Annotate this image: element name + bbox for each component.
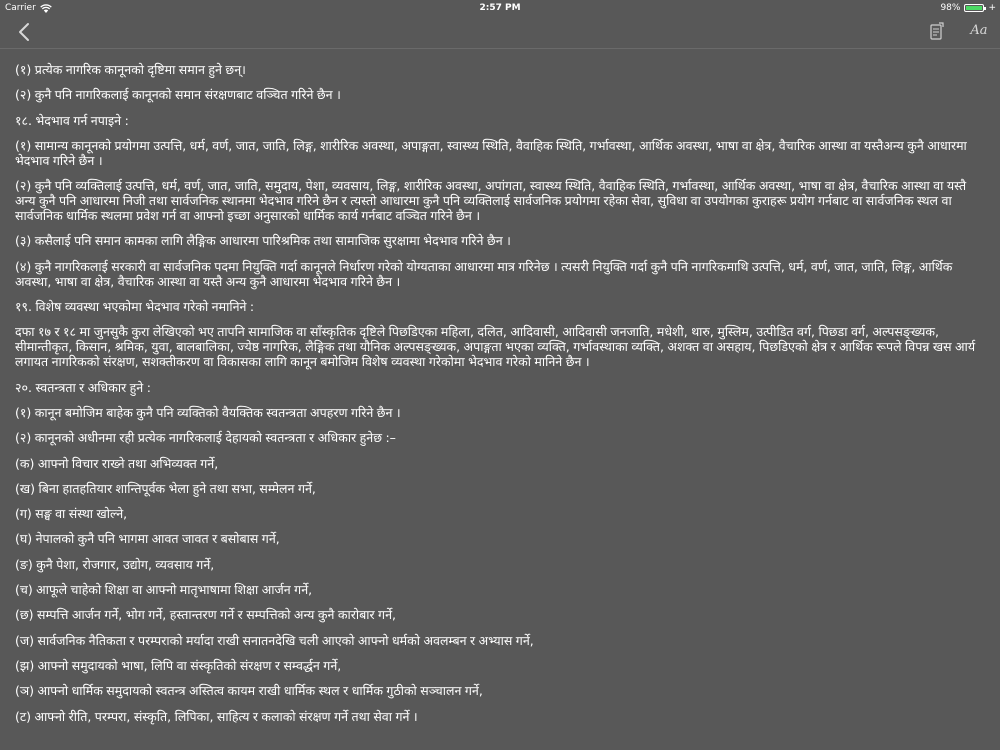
paragraph: (१) सामान्य कानूनको प्रयोगमा उत्पत्ति, धर्म, वर्ण, जात, जाति, लिङ्ग, शारीरिक अवस्था, अपाङ्गता, स्वास्थ्य स्थिति, वैवाहिक स्थिति, गर्भावस्था, आर्थिक अवस्था, भाषा वा क्षेत्र, वैचारिक आस्था वा यस्तैअन्य कुनै आधारमा भेदभाव गरिने छैन । bbox=[15, 137, 967, 168]
paragraph: (१) कानून बमोजिम बाहेक कुनै पनि व्यक्तिको वैयक्तिक स्वतन्त्रता अपहरण गरिने छैन । bbox=[15, 404, 401, 420]
list-item: (ज) सार्वजनिक नैतिकता र परम्पराको मर्यादा राखी सनातनदेखि चली आएको आफ्नो धर्मको अवलम्बन र अभ्यास गर्ने, bbox=[15, 632, 534, 648]
paragraph: (२) कुनै पनि व्यक्तिलाई उत्पत्ति, धर्म, वर्ण, जात, जाति, समुदाय, पेशा, व्यवसाय, लिङ्ग, शारीरिक अवस्था, अपांगता, स्वास्थ्य स्थिति, वैवाहिक स्थिति, गर्भावस्था, आर्थिक अवस्था, भाषा वा क्षेत्र, वैचारिक आस्था वा यस्तै अन्य कुनै पनि आधारमा निजी तथा सार्वजनिक स्थानमा भेदभाव गरिने छैन र त्यस्तो आधारमा कुनै पनि व्यक्तिलाई सार्वजनिक प्रयोगमा रहेका सेवा, सुविधा वा उपयोगका कुराहरू प्रयोग गर्नबाट वा सार्वजनिक स्थल वा सार्वजनिक धार्मिक स्थलमा प्रवेश गर्न वा आफ्नो इच्छा अनुसारको धार्मिक कार्य गर्नबाट वञ्चित गरिने छैन । bbox=[15, 178, 967, 224]
list-item: (ङ) कुनै पेशा, रोजगार, उद्योग, व्यवसाय गर्ने, bbox=[15, 556, 215, 572]
list-item: (ट) आफ्नो रीति, परम्परा, संस्कृति, लिपिका, साहित्य र कलाको संरक्षण गर्ने तथा सेवा गर्ने । bbox=[15, 708, 418, 724]
section-heading: २०. स्वतन्त्रता र अधिकार हुने : bbox=[15, 379, 151, 395]
status-time: 2:57 PM bbox=[479, 3, 521, 13]
nav-bar bbox=[0, 16, 1000, 49]
list-item: (च) आफूले चाहेको शिक्षा वा आफ्नो मातृभाषामा शिक्षा आर्जन गर्ने, bbox=[15, 582, 313, 598]
status-right bbox=[940, 0, 996, 16]
list-item: (घ) नेपालको कुनै पनि भागमा आवत जावत र बसोबास गर्ने, bbox=[15, 531, 280, 547]
bookmark-button[interactable] bbox=[926, 20, 948, 42]
charging-icon: + bbox=[988, 3, 996, 13]
section-heading: १९. विशेष व्यवस्था भएकोमा भेदभाव गरेको नमानिने : bbox=[15, 299, 255, 315]
document-content bbox=[15, 54, 990, 724]
bookmark-note-icon bbox=[930, 22, 944, 40]
paragraph: दफा १७ र १८ मा जुनसुकै कुरा लेखिएको भए तापनि सामाजिक वा साँस्कृतिक दृष्टिले पिछडिएका महिला, दलित, आदिवासी, आदिवासी जनजाति, मधेशी, थारु, मुस्लिम, उत्पीडित वर्ग, पिछडा वर्ग, अल्पसङ्ख्यक, सीमान्तीकृत, किसान, श्रमिक, युवा, बालबालिका, ज्येष्ठ नागरिक, लैङ्गिक तथा यौनिक अल्पसङ्ख्यक, अपाङ्गता भएका व्यक्ति, गर्भावस्थाका व्यक्ति, अशक्त वा असहाय, पिछडिएको क्षेत्र र आर्थिक रूपले विपन्न खस आर्य लगायत नागरिकको संरक्षण, सशक्तीकरण वा विकासका लागि कानून बमोजिम विशेष व्यवस्था गरेकोमा भेदभाव गरेको मानिने छैन । bbox=[15, 324, 976, 370]
carrier-label: Carrier bbox=[5, 3, 36, 13]
font-size-button[interactable]: Aa bbox=[970, 23, 988, 38]
battery-icon bbox=[964, 4, 984, 12]
chevron-left-icon bbox=[18, 23, 30, 41]
paragraph: (१) प्रत्येक नागरिक कानूनको दृष्टिमा समान हुने छन्। bbox=[15, 62, 246, 77]
list-item: (झ) आफ्नो समुदायको भाषा, लिपि वा संस्कृतिको संरक्षण र सम्वर्द्धन गर्ने, bbox=[15, 657, 342, 673]
paragraph: (२) कानूनको अधीनमा रही प्रत्येक नागरिकलाई देहायको स्वतन्त्रता र अधिकार हुनेछ :– bbox=[15, 430, 396, 446]
list-item: (क) आफ्नो विचार राख्ने तथा अभिव्यक्त गर्ने, bbox=[15, 455, 219, 471]
list-item: (ग) सङ्घ वा संस्था खोल्ने, bbox=[15, 506, 128, 522]
back-button[interactable] bbox=[12, 20, 36, 44]
list-item: (ख) बिना हातहतियार शान्तिपूर्वक भेला हुने तथा सभा, सम्मेलन गर्ने, bbox=[15, 480, 316, 496]
paragraph: (४) कुनै नागरिकलाई सरकारी वा सार्वजनिक पदमा नियुक्ति गर्दा कानूनले निर्धारण गरेको योग्यताका आधारमा मात्र गरिनेछ । त्यसरी नियुक्ति गर्दा कुनै पनि नागरिकमाथि उत्पत्ति, धर्म, वर्ण, जात, जाति, लिङ्ग, आर्थिक अवस्था, भाषा वा क्षेत्र, वैचारिक आस्था वा यस्तै अन्य कुनै आधारमा भेदभाव गरिने छैन । bbox=[15, 258, 953, 289]
list-item: (ञ) आफ्नो धार्मिक समुदायको स्वतन्त्र अस्तित्व कायम राखी धार्मिक स्थल र धार्मिक गुठीको सञ्चालन गर्ने, bbox=[15, 683, 483, 699]
paragraph: (२) कुनै पनि नागरिकलाई कानूनको समान संरक्षणबाट वञ्चित गरिने छैन । bbox=[15, 87, 341, 103]
battery-percent: 98% bbox=[940, 3, 961, 13]
paragraph: (३) कसैलाई पनि समान कामका लागि लैङ्गिक आधारमा पारिश्रमिक तथा सामाजिक सुरक्षामा भेदभाव गरिने छैन । bbox=[15, 233, 511, 249]
list-item: (छ) सम्पत्ति आर्जन गर्ने, भोग गर्ने, हस्तान्तरण गर्ने र सम्पत्तिको अन्य कुनै कारोबार गर्ने, bbox=[15, 607, 397, 623]
status-bar bbox=[0, 0, 1000, 16]
section-heading: १८. भेदभाव गर्न नपाइने : bbox=[15, 112, 129, 128]
